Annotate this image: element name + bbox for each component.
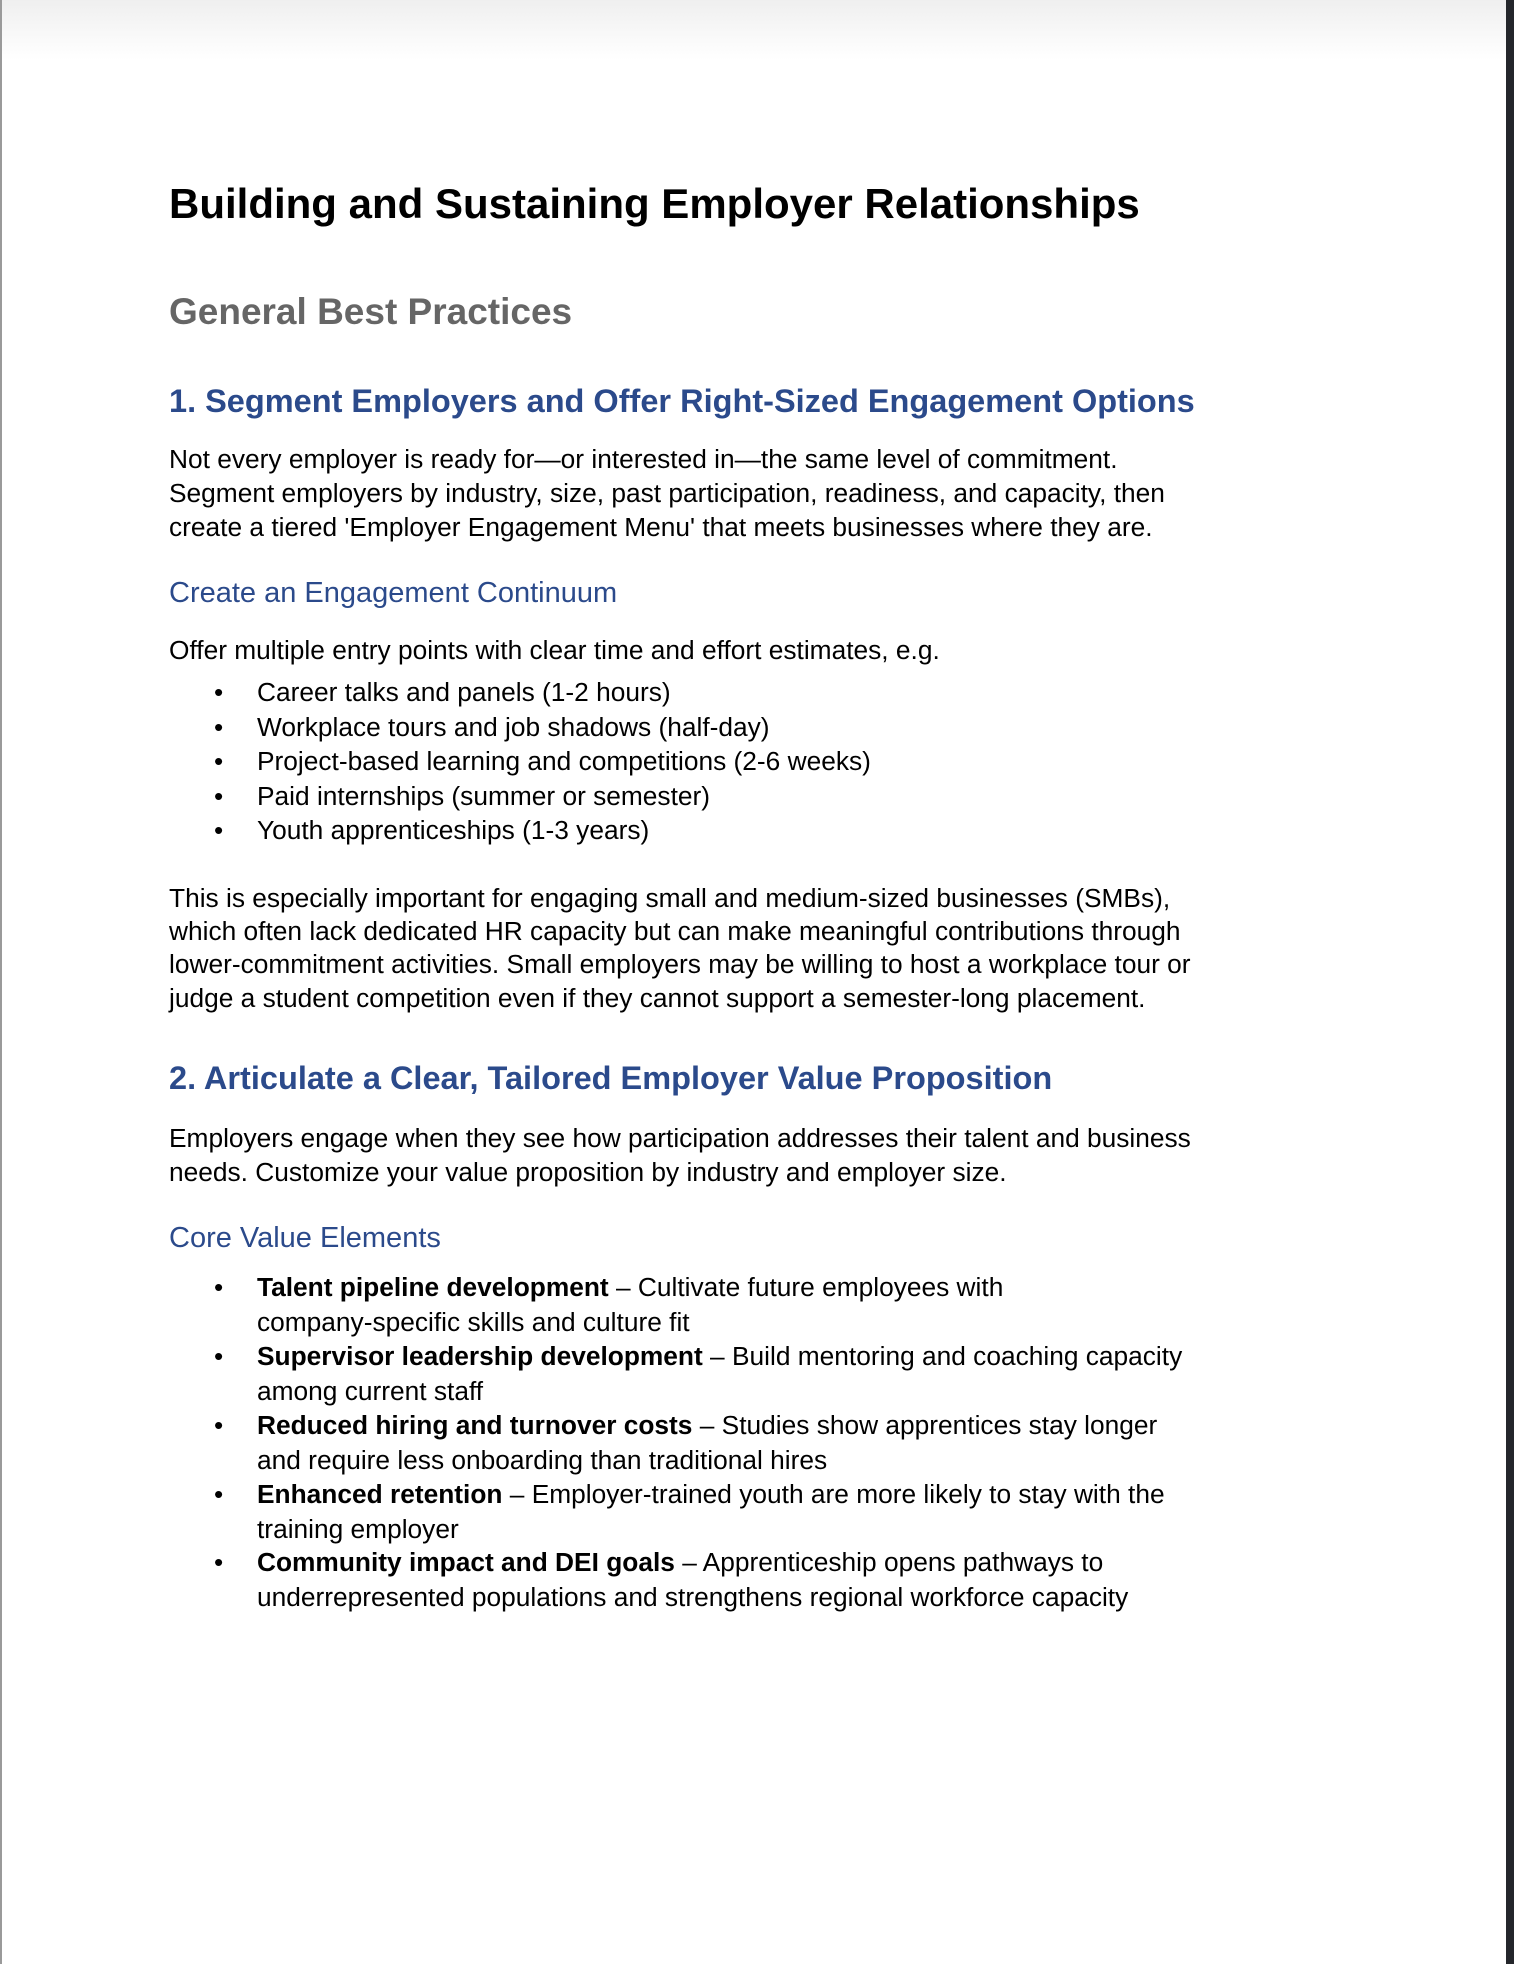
subheading-core-values: Core Value Elements: [169, 1222, 441, 1254]
value-element-desc: – Build mentoring and coaching capacity: [702, 1341, 1183, 1371]
s1-para-line: which often lack dedicated HR capacity but can make meaningful contributions through: [169, 916, 1181, 946]
value-element-title: Supervisor leadership development: [257, 1341, 703, 1371]
list-item-text: Project-based learning and competitions (2-6 weeks): [257, 746, 871, 776]
value-element-title: Talent pipeline development: [257, 1272, 609, 1302]
s2-intro-line: Employers engage when they see how participation addresses their talent and business: [169, 1123, 1191, 1153]
subheading-continuum: Create an Engagement Continuum: [169, 577, 618, 609]
section-heading: General Best Practices: [169, 291, 573, 332]
bullet-icon: •: [214, 1547, 224, 1577]
s1-intro-line: Not every employer is ready for—or interested in—the same level of commitment.: [169, 444, 1118, 474]
bullet-icon: •: [214, 815, 224, 845]
value-element-text: [257, 1477, 1165, 1546]
value-element-desc: – Studies show apprentices stay longer: [692, 1410, 1158, 1440]
s1-para-line: lower-commitment activities. Small employers may be willing to host a workplace tour or: [169, 949, 1191, 979]
heading-2: 2. Articulate a Clear, Tailored Employer Value Proposition: [169, 1060, 1053, 1096]
s2-intro-line: needs. Customize your value proposition by industry and employer size.: [169, 1157, 1007, 1187]
bullet-icon: •: [214, 677, 224, 707]
value-element-text: [257, 1339, 1182, 1408]
value-element-desc-cont: among current staff: [257, 1375, 484, 1406]
s1-lead: Offer multiple entry points with clear time and effort estimates, e.g.: [169, 635, 940, 665]
value-element-desc-cont: training employer: [257, 1513, 459, 1544]
bullet-icon: •: [214, 712, 224, 742]
value-element-text: [257, 1408, 1157, 1477]
bullet-icon: •: [214, 1272, 224, 1302]
s1-para-line: This is especially important for engaging small and medium-sized businesses (SMBs),: [169, 883, 1171, 913]
bullet-icon: •: [214, 746, 224, 776]
value-element-desc-cont: and require less onboarding than traditional hires: [257, 1444, 828, 1475]
value-element-text: [257, 1545, 1128, 1614]
value-element-desc-cont: company-specific skills and culture fit: [257, 1306, 690, 1337]
value-element-desc-cont: underrepresented populations and strengthens regional workforce capacity: [257, 1581, 1129, 1612]
s1-intro-line: Segment employers by industry, size, past participation, readiness, and capacity, then: [169, 478, 1165, 508]
window-edge: [1506, 0, 1514, 1964]
bullet-icon: •: [214, 1341, 224, 1371]
s1-para-line: judge a student competition even if they cannot support a semester-long placement.: [169, 983, 1146, 1013]
bullet-icon: •: [214, 1410, 224, 1440]
heading-1: 1. Segment Employers and Offer Right-Sized Engagement Options: [169, 383, 1195, 419]
value-element-desc: – Apprenticeship opens pathways to: [674, 1547, 1104, 1577]
value-element-desc: – Employer-trained youth are more likely to stay with the: [502, 1479, 1165, 1509]
bullet-icon: •: [214, 1479, 224, 1509]
list-item-text: Paid internships (summer or semester): [257, 781, 711, 811]
bullet-icon: •: [214, 781, 224, 811]
value-element-title: Enhanced retention: [257, 1479, 503, 1509]
list-item-text: Youth apprenticeships (1-3 years): [257, 815, 650, 845]
list-item-text: Career talks and panels (1-2 hours): [257, 677, 671, 707]
value-element-desc: – Cultivate future employees with: [608, 1272, 1004, 1302]
document-title: Building and Sustaining Employer Relationships: [169, 180, 1140, 227]
value-element-title: Community impact and DEI goals: [257, 1547, 675, 1577]
s1-intro-line: create a tiered 'Employer Engagement Menu' that meets businesses where they are.: [169, 512, 1153, 542]
value-element-title: Reduced hiring and turnover costs: [257, 1410, 693, 1440]
value-element-text: [257, 1270, 1003, 1339]
list-item-text: Workplace tours and job shadows (half-day): [257, 712, 770, 742]
